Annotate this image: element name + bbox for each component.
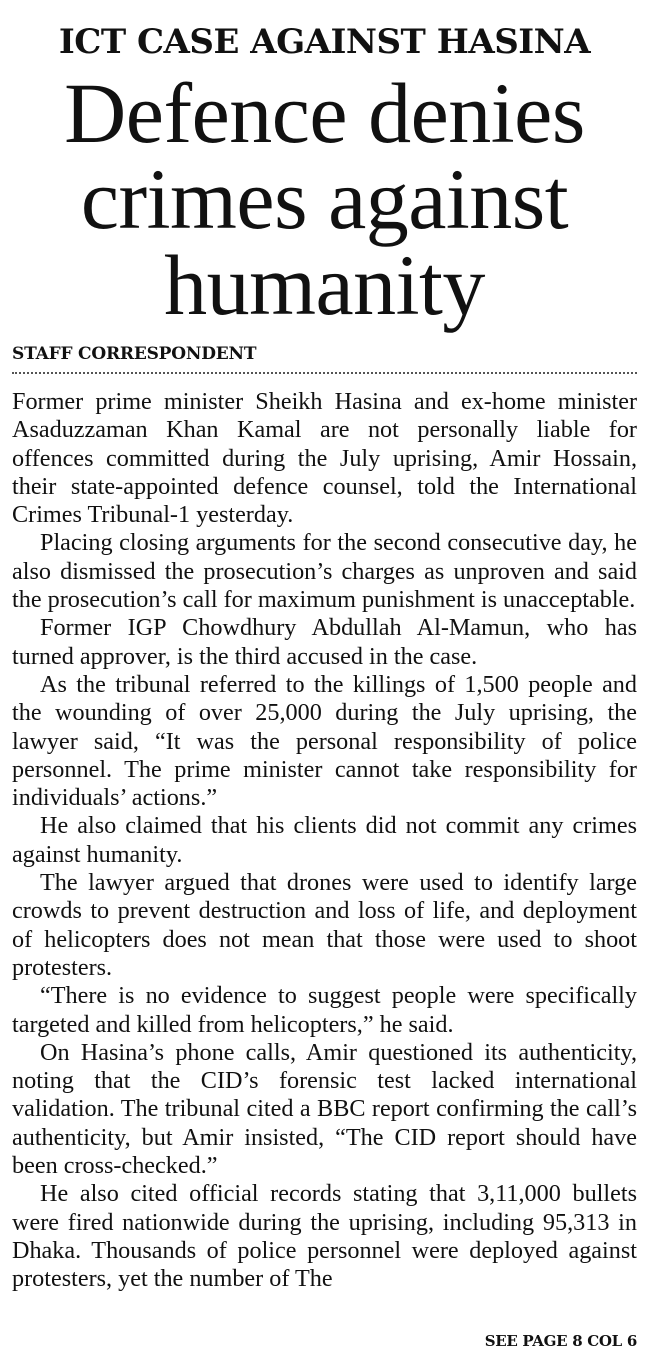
body-paragraph: “There is no evidence to suggest people were specifically targeted and killed from helicopters,” he said. (12, 982, 637, 1038)
body-paragraph: Former IGP Chowdhury Abdullah Al-Mamun, who has turned approver, is the third accused in the case. (12, 614, 637, 670)
body-paragraph: As the tribunal referred to the killings of 1,500 people and the wounding of over 25,000 during the July uprising, the lawyer said, “It was the personal responsibility of police personnel. The prime minister cannot take responsibility for individuals’ actions.” (12, 670, 637, 812)
article-headline (12, 65, 637, 333)
body-paragraph: Placing closing arguments for the second consecutive day, he also dismissed the prosecution’s charges as unproven and said the prosecution’s call for maximum punishment is unacceptable. (12, 529, 637, 614)
article-body (12, 388, 637, 1294)
article-kicker: ICT CASE AGAINST HASINA (58, 22, 591, 62)
body-paragraph: Former prime minister Sheikh Hasina and ex-home minister Asaduzzaman Khan Kamal are not personally liable for offences committed during the July uprising, Amir Hossain, their state-appointed defence counsel, told the International Crimes Tribunal-1 yesterday. (12, 388, 637, 529)
headline-line: Defence denies (64, 65, 585, 161)
headline-line: humanity (164, 237, 485, 333)
body-paragraph: The lawyer argued that drones were used to identify large crowds to prevent destruction and loss of life, and deployment of helicopters does not mean that those were used to shoot protesters. (12, 869, 637, 981)
body-paragraph: On Hasina’s phone calls, Amir questioned its authenticity, noting that the CID’s forensic test lacked international validation. The tribunal cited a BBC report confirming the call’s authenticity, but Amir insisted, “The CID report should have been cross-checked.” (12, 1038, 637, 1180)
headline-line: crimes against (80, 151, 569, 247)
continued-on-page-note: SEE PAGE 8 COL 6 (484, 1332, 637, 1350)
body-paragraph: He also claimed that his clients did not commit any crimes against humanity. (12, 812, 637, 868)
dotted-divider (12, 372, 637, 374)
body-paragraph: He also cited official records stating that 3,11,000 bullets were fired nationwide during the uprising, including 95,313 in Dhaka. Thousands of police personnel were deployed against protesters, yet the number of The (12, 1180, 637, 1293)
byline: STAFF CORRESPONDENT (12, 344, 257, 364)
